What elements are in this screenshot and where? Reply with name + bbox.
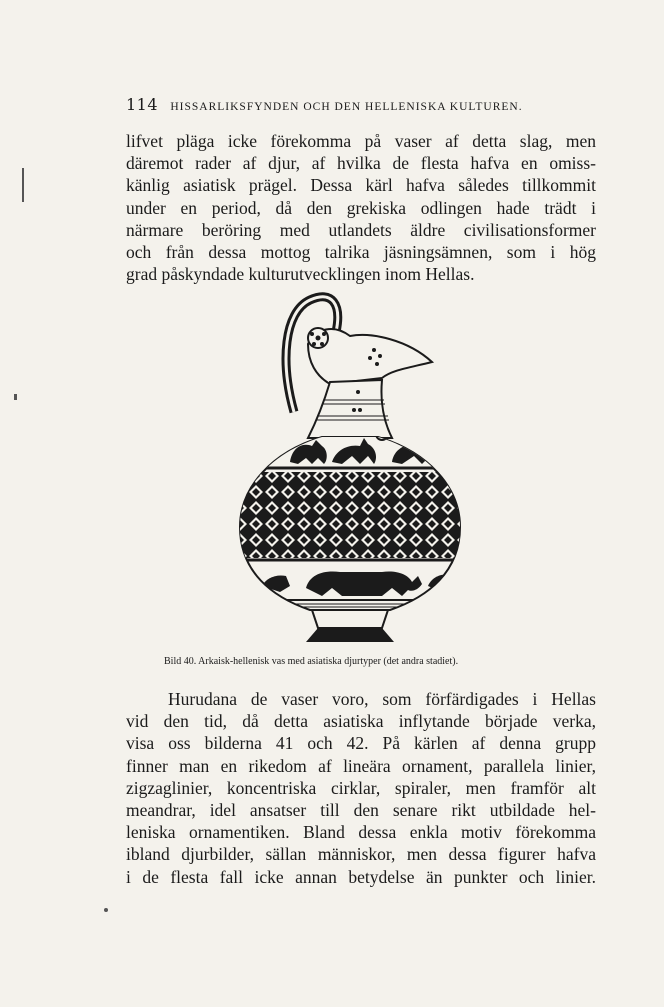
text-line: grad påskyndade kulturutvecklingen inom Hellas. [126, 264, 475, 285]
text-line: vid den tid, då detta asiatiska inflytande började verka, [126, 711, 596, 732]
paragraph-2 [126, 688, 596, 888]
text-line: leniska ornamentiken. Bland dessa enkla motiv förekomma [126, 822, 596, 843]
text-line: däremot rader af djur, af hvilka de flesta hafva en omiss- [126, 153, 596, 174]
text-line: zigzaglinier, koncentriska cirklar, spiraler, men framför alt [126, 777, 596, 798]
margin-mark [14, 394, 17, 400]
margin-mark [22, 168, 24, 202]
text-line: meandrar, idel ansatser till den senare rikt utbildade hel- [126, 800, 596, 821]
figure-caption: Bild 40. Arkaisk-hellenisk vas med asiatiska djurtyper (det andra stadiet). [164, 656, 459, 667]
lattice-band [232, 472, 468, 558]
text-line: i de flesta fall icke annan betydelse än punkter och linier. [126, 866, 596, 887]
text-line: och från dessa mottog talrika jäsningsämnen, som i hög [126, 242, 596, 263]
text-line: lifvet pläga icke förekomma på vaser af detta slag, men [126, 131, 596, 151]
paragraph-1 [126, 130, 596, 285]
text-line: under en period, då den grekiska odlingen hade trädt i [126, 197, 596, 218]
vase-illustration [232, 292, 468, 648]
text-line: Hurudana de vaser voro, som förfärdigades i Hellas [168, 689, 596, 709]
margin-mark [104, 908, 108, 912]
text-line: finner man en rikedom af lineära ornament, parallela linier, [126, 755, 596, 776]
running-header [126, 95, 566, 114]
running-title: HISSARLIKSFYNDEN OCH DEN HELLENISKA KULTUREN. [170, 101, 523, 113]
page-number: 114 [126, 95, 159, 114]
vase-foot [312, 610, 388, 628]
text-line: närmare beröring med utlandets äldre civilisationsformer [126, 219, 596, 240]
text-line: visa oss bilderna 41 och 42. På kärlen af denna grupp [126, 733, 596, 754]
text-line: känlig asiatisk prägel. Dessa kärl hafva således tillkommit [126, 175, 596, 196]
text-line: ibland djurbilder, sällan människor, men dessa figurer hafva [126, 844, 596, 865]
vase-neck [308, 380, 392, 438]
